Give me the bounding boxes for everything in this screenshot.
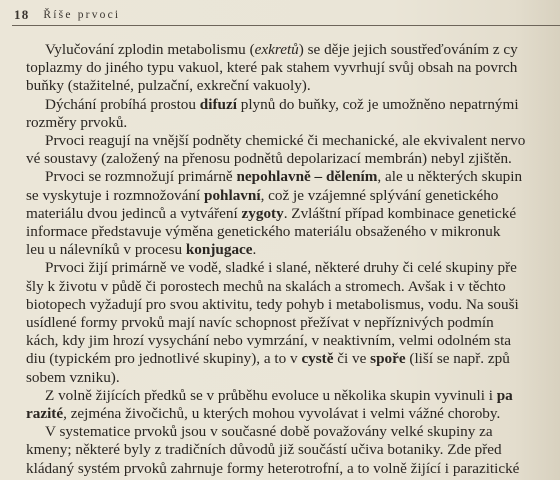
text-line [26, 441, 560, 459]
text-run: V systematice prvoků jsou v současné době považovány velké skupiny za [45, 423, 493, 441]
text-run: biotopech vyžadují pro svou aktivitu, tedy pohyb i metabolismus, vodu. Na souši [26, 295, 519, 313]
bold-term: pa [496, 386, 513, 404]
text-line [26, 96, 560, 114]
text-run: (liší se např. způ [405, 350, 510, 368]
text-run: , což je vzájemné splývání genetického [260, 186, 499, 204]
paragraph [26, 168, 560, 259]
text-run: šly k životu v půdě či porostech mechů na skalách a stromech. Avšak i v těchto [26, 277, 506, 295]
text-run: . [252, 241, 257, 259]
text-run: leu u nálevníků v procesu [26, 241, 186, 259]
paragraph [26, 423, 560, 478]
text-line [26, 77, 560, 95]
paragraph [26, 259, 560, 386]
text-line [26, 259, 560, 277]
text-run: diu (typickém pro jednotlivé skupiny), a to v [26, 350, 302, 368]
text-run: informace představuje výměna genetického materiálu obsaženého v mikronuk [26, 223, 501, 241]
text-run: Z volně žijících předků se v průběhu evoluce u několika skupin vyvinuli i [45, 386, 497, 404]
text-run: usídlené formy prvoků mají navíc schopnost přežívat v nepříznivých podmín [26, 314, 494, 332]
header-rule [12, 25, 560, 26]
bold-term: difuzí [199, 95, 237, 113]
text-line [26, 296, 560, 314]
text-run: . Zvláštní případ kombinace genetické [283, 204, 517, 222]
bold-term: spoře [370, 350, 406, 368]
text-line [26, 332, 560, 350]
text-line [26, 132, 560, 150]
text-line [26, 187, 560, 205]
paragraph [26, 96, 560, 132]
text-run: kládaný systém prvoků zahrnuje formy heterotrofní, a to volně žijící i parazitické [26, 459, 520, 477]
bold-term: cystě [301, 350, 334, 368]
text-line [26, 369, 560, 387]
text-run: plynů do buňky, což je umožněno nepatrnými [236, 95, 519, 113]
text-run: , ale u některých skupin [377, 168, 523, 186]
text-line [26, 460, 560, 478]
text-run: vé soustavy (založený na přenosu podnětů depolarizací membrán) nebyl zjištěn. [26, 150, 512, 168]
text-line [26, 405, 560, 423]
paragraph [26, 132, 560, 168]
text-run: rozměry prvoků. [26, 113, 128, 131]
text-run: , zejména živočichů, u kterých mohou vyvolávat i velmi vážné choroby. [63, 405, 501, 423]
bold-term: pohlavní [204, 186, 261, 204]
text-line [26, 59, 560, 77]
text-run: kmeny; některé byly z tradičních důvodů již součástí učiva botaniky. Zde před [26, 441, 502, 459]
text-run: materiálu dvou jedinců a vytváření [26, 204, 242, 222]
paragraph [26, 41, 560, 96]
text-run: ) se děje jejich soustřeďováním z cy [298, 41, 518, 58]
text-line [26, 205, 560, 223]
text-run: Prvoci reagují na vnější podněty chemické či mechanické, ale ekvivalent nervo [45, 132, 526, 150]
text-run: Dýchání probíhá prostou [45, 95, 200, 113]
text-line [26, 223, 560, 241]
page-number: 18 [14, 7, 30, 22]
text-line [26, 423, 560, 441]
italic-term: exkretů [254, 41, 299, 58]
text-run: sobem vzniku). [26, 368, 120, 386]
bold-term: razité [26, 405, 64, 423]
text-run: Vylučování zplodin metabolismu ( [45, 41, 255, 58]
text-run: toplazmy do jiného typu vakuol, které pak stahem vyvrhují svůj obsah na povrch [26, 59, 518, 77]
text-run: Prvoci se rozmnožují primárně [45, 168, 237, 186]
paragraph [26, 387, 560, 423]
text-run: buňky (stažitelné, pulzační, exkreční vakuoly). [26, 77, 311, 95]
text-run: či ve [333, 350, 371, 368]
text-line [26, 168, 560, 186]
text-line [26, 350, 560, 368]
page-body [26, 41, 560, 478]
text-run: Prvoci žijí primárně ve vodě, sladké i slané, některé druhy či celé skupiny pře [45, 259, 517, 277]
bold-term: konjugace [185, 241, 253, 259]
bold-term: zygoty [241, 204, 284, 222]
text-line [26, 41, 560, 59]
bold-term: nepohlavně – dělením [236, 168, 378, 186]
text-line [26, 241, 560, 259]
text-run: se vyskytuje i rozmnožování [26, 186, 204, 204]
text-line [26, 278, 560, 296]
text-line [26, 150, 560, 168]
text-line [26, 387, 560, 405]
page-header [14, 4, 560, 26]
text-line [26, 114, 560, 132]
text-line [26, 314, 560, 332]
running-title: Říše prvoci [43, 9, 121, 21]
text-run: kách, kdy jim hrozí vysychání nebo vymrzání, v neaktivním, velmi odolném sta [26, 332, 512, 350]
